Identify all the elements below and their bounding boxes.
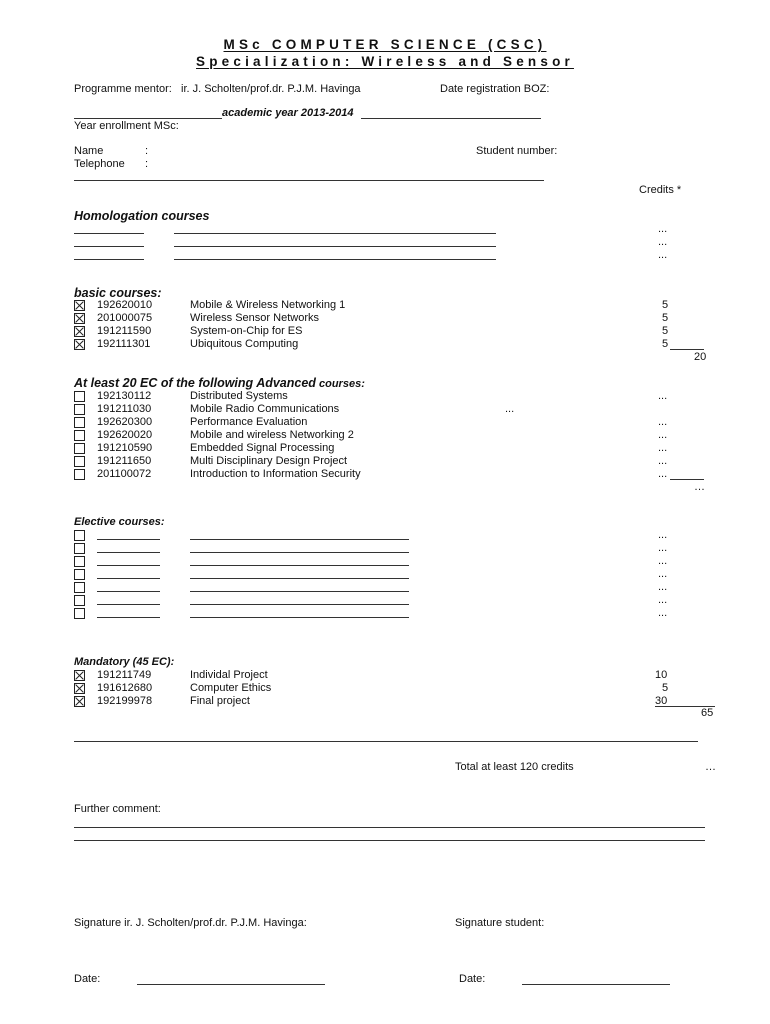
homologation-code-line[interactable]	[74, 259, 144, 260]
enrollment-line-left[interactable]	[74, 118, 222, 119]
advanced-heading-prefix: At least 20 EC of the following Advanced	[74, 376, 316, 390]
course-name: Wireless Sensor Networks	[190, 312, 319, 324]
comment-line[interactable]	[74, 840, 705, 841]
elective-name-line[interactable]	[190, 539, 409, 540]
mentor-value: ir. J. Scholten/prof.dr. P.J.M. Havinga	[181, 83, 361, 95]
student-signature-label: Signature student:	[455, 917, 545, 929]
form-title: MSc COMPUTER SCIENCE (CSC)	[223, 37, 547, 52]
homologation-name-line[interactable]	[174, 259, 496, 260]
date-boz-label: Date registration BOZ:	[440, 83, 550, 95]
course-credits: 30	[655, 695, 668, 707]
course-code: 192620010	[97, 299, 153, 311]
elective-name-line[interactable]	[190, 565, 409, 566]
name-label: Name	[74, 145, 104, 157]
course-credits: ...	[658, 455, 668, 467]
course-credits: ...	[658, 429, 668, 441]
course-checkbox[interactable]	[74, 430, 85, 441]
total-divider	[74, 741, 698, 742]
comment-label: Further comment:	[74, 803, 161, 815]
telephone-label: Telephone	[74, 158, 125, 170]
elective-checkbox[interactable]	[74, 543, 85, 554]
enrollment-label: Year enrollment MSc:	[74, 120, 179, 132]
elective-checkbox[interactable]	[74, 595, 85, 606]
mandatory-subtotal: 65	[701, 707, 714, 719]
course-credits: ...	[658, 416, 668, 428]
course-name: Distributed Systems	[190, 390, 288, 402]
subtotal-line	[670, 479, 704, 480]
total-value: …	[705, 761, 716, 773]
basic-heading: basic courses:	[74, 286, 162, 300]
elective-heading: Elective courses:	[74, 516, 165, 528]
student-number-label: Student number:	[476, 145, 558, 157]
elective-code-line[interactable]	[97, 578, 160, 579]
elective-checkbox[interactable]	[74, 569, 85, 580]
advanced-subtotal: …	[694, 481, 705, 493]
course-checkbox[interactable]	[74, 469, 85, 480]
course-code: 191210590	[97, 442, 153, 454]
course-code: 201100072	[97, 468, 152, 480]
course-name: Individal Project	[190, 669, 268, 681]
elective-checkbox[interactable]	[74, 582, 85, 593]
course-name: System-on-Chip for ES	[190, 325, 303, 337]
homologation-name-line[interactable]	[174, 233, 496, 234]
course-credits: ...	[658, 468, 668, 480]
elective-checkbox[interactable]	[74, 608, 85, 619]
subtotal-line	[670, 349, 704, 350]
elective-name-line[interactable]	[190, 617, 409, 618]
advanced-heading	[74, 377, 365, 390]
course-name: Embedded Signal Processing	[190, 442, 335, 454]
elective-credit: ...	[658, 542, 668, 554]
mentor-signature-label: Signature ir. J. Scholten/prof.dr. P.J.M. Havinga:	[74, 917, 307, 929]
elective-credit: ...	[658, 607, 668, 619]
course-code: 191211590	[97, 325, 152, 337]
course-checkbox[interactable]	[74, 456, 85, 467]
course-name: Mobile & Wireless Networking 1	[190, 299, 346, 311]
course-checkbox[interactable]	[74, 443, 85, 454]
course-name: Computer Ethics	[190, 682, 272, 694]
course-name: Mobile and wireless Networking 2	[190, 429, 354, 441]
form-subtitle: Specialization: Wireless and Sensor	[196, 54, 574, 69]
elective-code-line[interactable]	[97, 604, 160, 605]
homologation-credit: ...	[658, 249, 668, 261]
course-code: 192620020	[97, 429, 153, 441]
course-credits: 5	[662, 338, 669, 350]
course-checkbox[interactable]	[74, 300, 85, 311]
course-code: 192199978	[97, 695, 153, 707]
homologation-credit: ...	[658, 223, 668, 235]
course-credits: 5	[662, 682, 669, 694]
course-code: 191211650	[97, 455, 152, 467]
advanced-heading-suffix: courses:	[319, 378, 365, 390]
homologation-name-line[interactable]	[174, 246, 496, 247]
elective-credit: ...	[658, 594, 668, 606]
mandatory-heading: Mandatory (45 EC):	[74, 656, 175, 668]
course-credits: 10	[655, 669, 668, 681]
course-credits: ...	[658, 390, 668, 402]
info-divider	[74, 180, 544, 181]
course-name: Introduction to Information Security	[190, 468, 361, 480]
course-code: 192130112	[97, 390, 152, 402]
elective-checkbox[interactable]	[74, 556, 85, 567]
comment-line[interactable]	[74, 827, 705, 828]
course-name: Ubiquitous Computing	[190, 338, 299, 350]
elective-credit: ...	[658, 555, 668, 567]
course-credits: 5	[662, 312, 669, 324]
academic-year: academic year 2013-2014	[222, 107, 354, 119]
elective-credit: ...	[658, 581, 668, 593]
elective-name-line[interactable]	[190, 591, 409, 592]
homologation-heading: Homologation courses	[74, 209, 210, 223]
course-code: 191612680	[97, 682, 153, 694]
elective-code-line[interactable]	[97, 617, 160, 618]
homologation-code-line[interactable]	[74, 233, 144, 234]
course-checkbox[interactable]	[74, 696, 85, 707]
course-credits: ...	[658, 442, 668, 454]
elective-name-line[interactable]	[190, 552, 409, 553]
enrollment-line-right[interactable]	[361, 118, 541, 119]
course-code: 191211749	[97, 669, 152, 681]
course-checkbox[interactable]	[74, 339, 85, 350]
course-code: 201000075	[97, 312, 153, 324]
elective-name-line[interactable]	[190, 578, 409, 579]
course-credits-mid: ...	[505, 403, 515, 415]
total-label: Total at least 120 credits	[455, 761, 574, 773]
course-checkbox[interactable]	[74, 683, 85, 694]
basic-subtotal: 20	[694, 351, 707, 363]
course-name: Final project	[190, 695, 250, 707]
course-name: Performance Evaluation	[190, 416, 308, 428]
course-code: 192620300	[97, 416, 153, 428]
course-checkbox[interactable]	[74, 417, 85, 428]
course-credits: 5	[662, 299, 669, 311]
elective-credit: ...	[658, 529, 668, 541]
course-checkbox[interactable]	[74, 670, 85, 681]
credits-header: Credits *	[639, 184, 682, 196]
elective-checkbox[interactable]	[74, 530, 85, 541]
homologation-credit: ...	[658, 236, 668, 248]
name-colon: :	[145, 145, 149, 157]
elective-code-line[interactable]	[97, 565, 160, 566]
elective-name-line[interactable]	[190, 604, 409, 605]
course-checkbox[interactable]	[74, 313, 85, 324]
course-checkbox[interactable]	[74, 391, 85, 402]
mentor-date-line[interactable]	[137, 984, 325, 985]
mentor-date-label: Date:	[74, 973, 101, 985]
course-code: 191211030	[97, 403, 152, 415]
student-date-label: Date:	[459, 973, 486, 985]
course-code: 192111301	[97, 338, 151, 350]
course-name: Mobile Radio Communications	[190, 403, 340, 415]
mentor-label: Programme mentor:	[74, 83, 172, 95]
course-name: Multi Disciplinary Design Project	[190, 455, 348, 467]
student-date-line[interactable]	[522, 984, 670, 985]
elective-code-line[interactable]	[97, 552, 160, 553]
course-checkbox[interactable]	[74, 326, 85, 337]
homologation-code-line[interactable]	[74, 246, 144, 247]
elective-code-line[interactable]	[97, 539, 160, 540]
telephone-colon: :	[145, 158, 149, 170]
elective-code-line[interactable]	[97, 591, 160, 592]
elective-credit: ...	[658, 568, 668, 580]
course-credits: 5	[662, 325, 669, 337]
course-checkbox[interactable]	[74, 404, 85, 415]
